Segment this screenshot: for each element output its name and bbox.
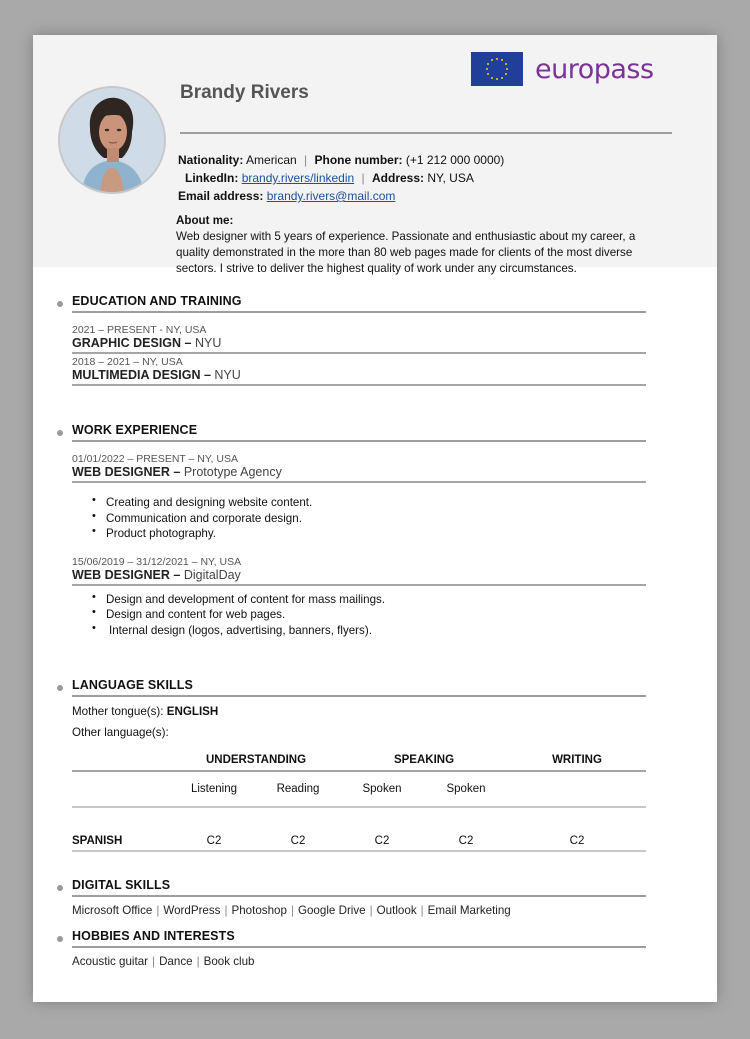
name-divider bbox=[180, 132, 672, 134]
entry-meta: 2018 – 2021 – NY, USA bbox=[72, 356, 183, 368]
star-icon bbox=[487, 63, 489, 65]
level-cell: C2 bbox=[458, 835, 474, 847]
entry-title bbox=[72, 368, 646, 386]
about-title: About me: bbox=[176, 214, 234, 227]
europass-logo bbox=[471, 52, 654, 86]
full-name: Brandy Rivers bbox=[180, 82, 309, 103]
language-section bbox=[72, 678, 646, 852]
hobbies-list: Acoustic guitar | Dance | Book club bbox=[72, 955, 255, 968]
phone-value: (+1 212 000 0000) bbox=[405, 153, 505, 167]
contact-line-3 bbox=[178, 187, 504, 205]
skill-item: WordPress bbox=[163, 904, 221, 917]
list-item: • Design and development of content for mass mailings. bbox=[72, 592, 646, 608]
logo-text: europass bbox=[535, 53, 654, 85]
employer: Prototype Agency bbox=[183, 465, 282, 479]
bullet-dot-icon bbox=[57, 685, 63, 691]
star-icon bbox=[506, 68, 508, 70]
mother-tongue-label: Mother tongue(s): bbox=[72, 705, 164, 718]
institution: NYU bbox=[214, 368, 241, 382]
list-item: • Internal design (logos, advertising, banners, flyers). bbox=[72, 623, 646, 639]
table-header-row bbox=[72, 749, 646, 771]
address-value: NY, USA bbox=[427, 171, 474, 185]
work-section bbox=[72, 423, 646, 638]
star-icon bbox=[505, 73, 507, 75]
mother-tongue-value: ENGLISH bbox=[166, 705, 219, 718]
level-cell: C2 bbox=[374, 835, 390, 847]
duties-list bbox=[72, 495, 646, 542]
about-section bbox=[176, 213, 656, 277]
digital-skills-list: Microsoft Office | WordPress | Photoshop | Google Drive | Outlook | Email Marketing bbox=[72, 904, 511, 917]
star-icon bbox=[487, 73, 489, 75]
section-title bbox=[72, 878, 646, 897]
entry-title bbox=[72, 336, 646, 354]
group-header: UNDERSTANDING bbox=[205, 753, 307, 766]
subheader: Spoken bbox=[446, 783, 486, 795]
star-icon bbox=[505, 63, 507, 65]
eu-flag-icon bbox=[471, 52, 523, 86]
languages-title: LANGUAGE SKILLS bbox=[72, 678, 193, 692]
skill-item: Photoshop bbox=[231, 904, 287, 917]
other-languages-label: Other language(s): bbox=[72, 726, 169, 739]
nationality-value: American bbox=[246, 153, 297, 167]
skill-item: Google Drive bbox=[297, 904, 366, 917]
digital-title: DIGITAL SKILLS bbox=[72, 878, 171, 892]
group-header: WRITING bbox=[552, 753, 602, 766]
contact-line-2 bbox=[178, 169, 504, 187]
level-cell: C2 bbox=[569, 835, 585, 847]
nationality-label: Nationality: bbox=[178, 153, 244, 167]
section-title bbox=[72, 423, 646, 442]
bullet-dot-icon bbox=[57, 301, 63, 307]
subheader: Spoken bbox=[362, 783, 402, 795]
portrait-icon bbox=[60, 88, 164, 192]
contact-info bbox=[178, 151, 504, 205]
education-section bbox=[72, 294, 646, 386]
linkedin-label: LinkedIn: bbox=[185, 171, 239, 185]
degree-title: MULTIMEDIA DESIGN – bbox=[72, 368, 211, 382]
level-cell: C2 bbox=[290, 835, 306, 847]
work-title: WORK EXPERIENCE bbox=[72, 423, 198, 437]
entry-title bbox=[72, 465, 646, 483]
job-title: WEB DESIGNER – bbox=[72, 465, 181, 479]
subheader: Reading bbox=[276, 783, 320, 795]
hobby-item: Book club bbox=[203, 955, 255, 968]
language-table bbox=[72, 749, 646, 852]
star-icon bbox=[501, 77, 503, 79]
mother-tongue bbox=[72, 705, 646, 718]
star-icon bbox=[491, 59, 493, 61]
entry-title bbox=[72, 568, 646, 586]
hobby-item: Acoustic guitar bbox=[72, 955, 149, 968]
star-icon bbox=[496, 58, 498, 60]
subheader: Listening bbox=[190, 783, 238, 795]
education-title: EDUCATION AND TRAINING bbox=[72, 294, 242, 308]
star-icon bbox=[496, 78, 498, 80]
separator: | bbox=[361, 171, 365, 185]
linkedin-link[interactable]: brandy.rivers/linkedin bbox=[241, 171, 355, 185]
table-row bbox=[72, 807, 646, 851]
resume-page bbox=[33, 35, 717, 1002]
job-title: WEB DESIGNER – bbox=[72, 567, 181, 582]
email-link[interactable]: brandy.rivers@mail.com bbox=[266, 189, 396, 203]
phone-label: Phone number: bbox=[314, 153, 403, 167]
list-item: • Product photography. bbox=[72, 526, 646, 542]
entry-meta: 01/01/2022 – PRESENT – NY, USA bbox=[72, 453, 238, 465]
about-text: Web designer with 5 years of experience. Passionate and enthusiastic about my career, a quality demonstrated in the more than 80 web pages made for clients of the most diverse sectors. I strive to deliver the highest quality of work under any circumstances. bbox=[176, 230, 636, 275]
group-header: SPEAKING bbox=[393, 753, 455, 766]
list-item: • Design and content for web pages. bbox=[72, 607, 646, 623]
profile-photo bbox=[58, 86, 166, 194]
email-label: Email address: bbox=[178, 189, 264, 203]
institution: NYU bbox=[194, 336, 222, 350]
language-name: SPANISH bbox=[72, 835, 123, 847]
bullet-dot-icon bbox=[57, 936, 63, 942]
hobbies-title: HOBBIES AND INTERESTS bbox=[72, 929, 235, 943]
hobbies-section bbox=[72, 929, 646, 968]
degree-title: GRAPHIC DESIGN – bbox=[72, 336, 192, 350]
table-subheader-row bbox=[72, 771, 646, 807]
bullet-dot-icon bbox=[57, 430, 63, 436]
address-label: Address: bbox=[372, 171, 425, 185]
list-item: • Creating and designing website content. bbox=[72, 495, 646, 511]
separator: | bbox=[304, 153, 308, 167]
hobby-item: Dance bbox=[159, 955, 193, 968]
employer: DigitalDay bbox=[183, 567, 241, 582]
section-title bbox=[72, 929, 646, 948]
skill-item: Outlook bbox=[376, 904, 417, 917]
skill-item: Email Marketing bbox=[427, 904, 511, 917]
bullet-dot-icon bbox=[57, 885, 63, 891]
list-item: • Communication and corporate design. bbox=[72, 511, 646, 527]
skill-item: Microsoft Office bbox=[72, 904, 153, 917]
contact-line-1 bbox=[178, 151, 504, 169]
level-cell: C2 bbox=[206, 835, 222, 847]
section-title bbox=[72, 678, 646, 697]
digital-section bbox=[72, 878, 646, 917]
entry-meta: 2021 – PRESENT - NY, USA bbox=[72, 324, 207, 336]
duties-list bbox=[72, 592, 646, 639]
star-icon bbox=[501, 59, 503, 61]
star-icon bbox=[491, 77, 493, 79]
star-icon bbox=[486, 68, 488, 70]
entry-meta: 15/06/2019 – 31/12/2021 – NY, USA bbox=[72, 555, 242, 568]
section-title bbox=[72, 294, 646, 313]
